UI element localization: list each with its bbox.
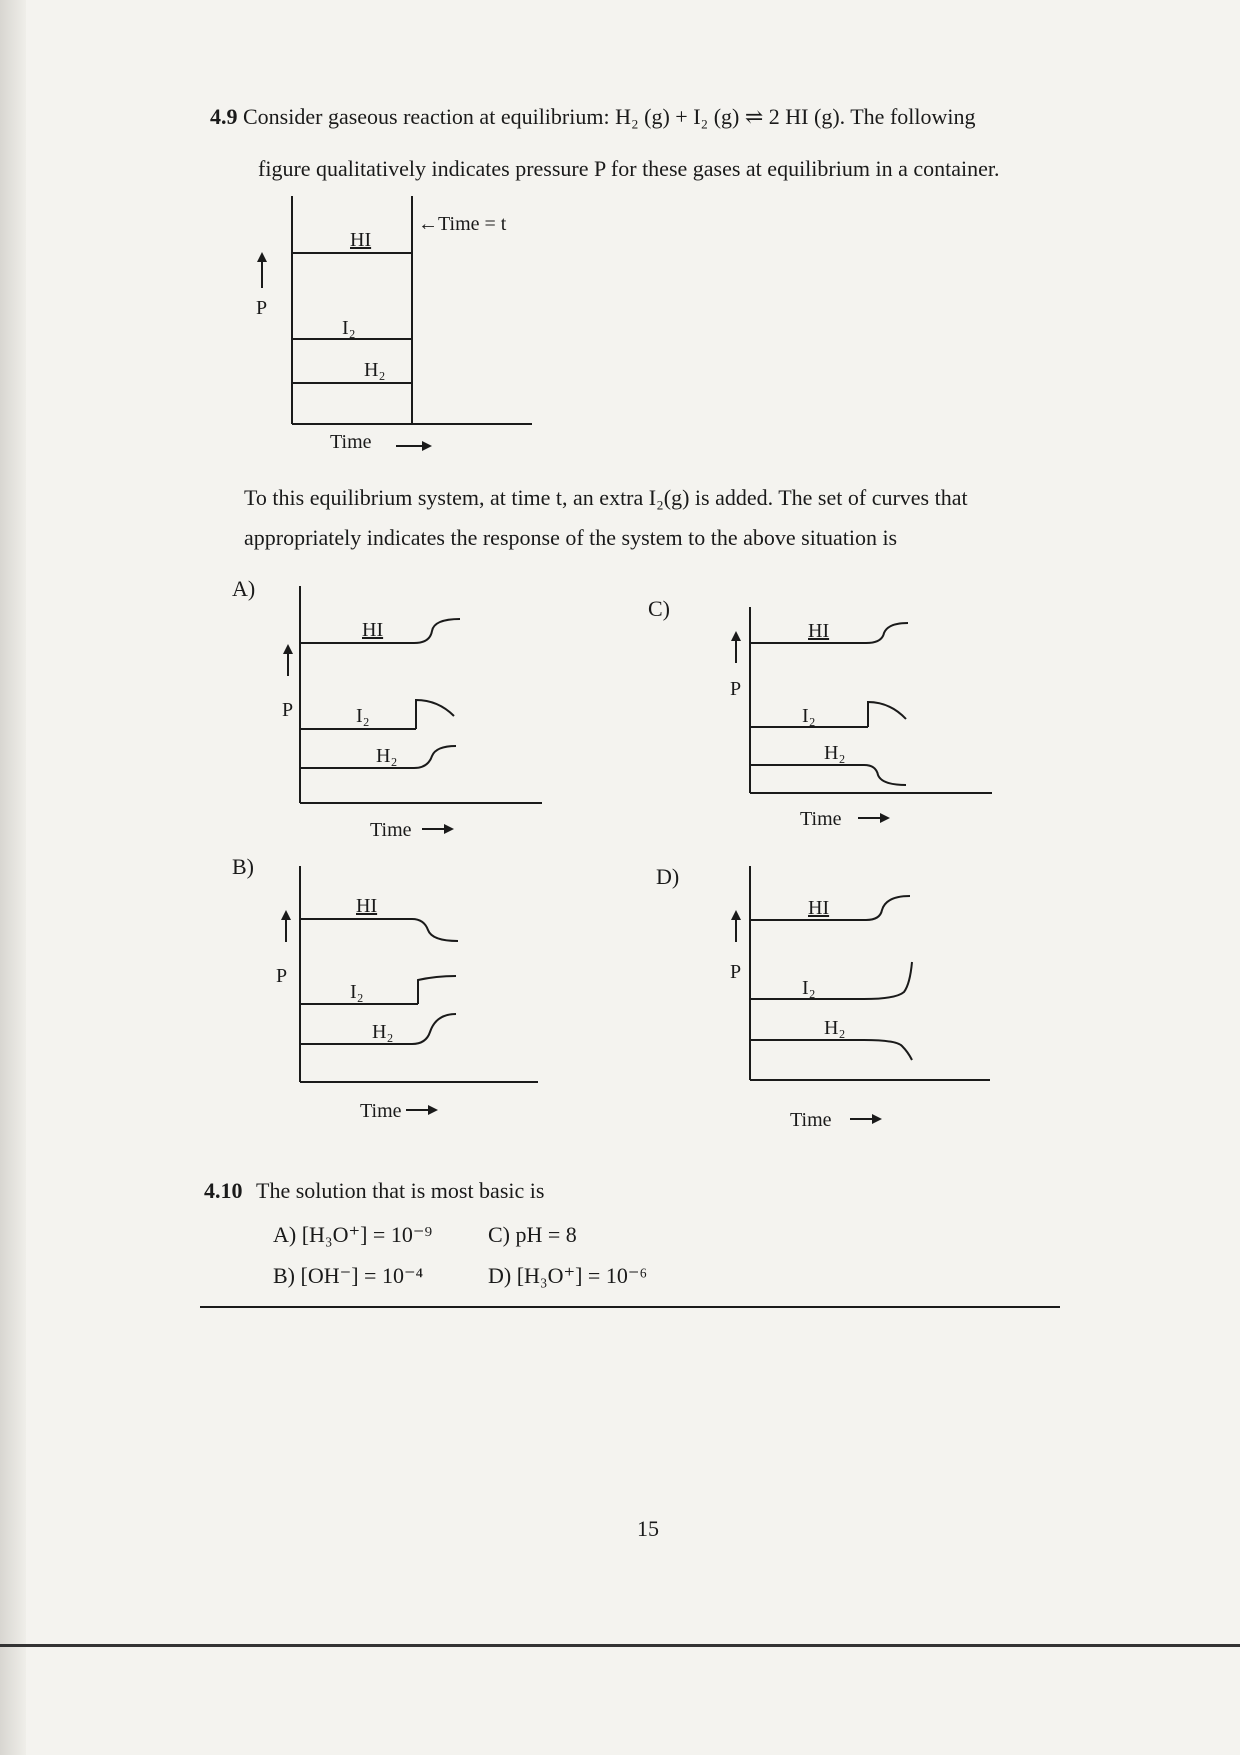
p-arrowhead-icon [731,910,741,920]
bottom-page-edge [0,1644,1240,1647]
answer-text: [H₃O⁺] = 10⁻⁶ [516,1263,648,1288]
answer-b [273,1265,423,1287]
h2-label: H₂ [364,359,386,381]
option-a-graph [266,586,556,846]
h2-curve [414,746,456,768]
i2-label: I₂ [350,981,364,1003]
time-label: Time [790,1109,832,1131]
answer-text: [OH⁻] = 10⁻⁴ [300,1263,424,1288]
time-t-marker: ←Time = t [418,213,507,235]
equilibrium-figure [250,196,550,456]
time-label: Time [330,431,372,453]
hi-label: HI [350,229,372,251]
option-b-label: B) [232,854,254,879]
time-label: Time [800,808,842,830]
time-arrowhead-icon [880,813,890,823]
answer-d [488,1265,647,1287]
i2-label: I₂ [342,317,356,339]
hi-curve [866,623,908,643]
hi-label: HI [356,895,378,917]
section-divider [200,1306,1060,1308]
prompt-line-2: appropriately indicates the response of the system to the above situation is [244,525,898,550]
question-number: 4.9 [210,104,238,129]
time-arrowhead-icon [872,1114,882,1124]
answer-label: A) [273,1222,297,1247]
p-label: P [276,965,288,987]
time-label: Time [360,1100,402,1122]
option-c-graph [716,607,1006,867]
answer-label: B) [273,1263,295,1288]
i2-label: I₂ [802,977,816,999]
h2-label: H₂ [376,745,398,767]
hi-label: HI [808,897,830,919]
question-text: The solution that is most basic is [256,1178,545,1203]
h2-curve [864,1040,912,1060]
answer-text: [H₃O⁺] = 10⁻⁹ [301,1222,433,1247]
hi-curve [414,619,460,643]
option-a-label: A) [232,576,256,601]
option-d-graph [716,866,1016,1131]
question-text: Consider gaseous reaction at equilibrium: H₂ (g) + I₂ (g) ⇌ 2 HI (g). The following [243,104,976,129]
p-arrowhead-icon [257,252,267,262]
i2-label: I₂ [356,705,370,727]
hi-label: HI [808,620,830,642]
time-arrowhead-icon [422,441,432,451]
answer-text: pH = 8 [515,1222,577,1247]
page-edge-shadow [0,0,26,1755]
option-d-label: D) [656,864,680,889]
hi-curve [866,896,910,920]
answer-c [488,1224,577,1246]
p-label: P [730,678,742,700]
h2-curve [864,765,906,785]
i2-curve [418,976,456,1004]
option-b-graph [266,866,556,1126]
i2-curve [868,702,906,727]
time-label: Time [370,819,412,841]
h2-label: H₂ [824,1017,846,1039]
question-number: 4.10 [204,1178,243,1203]
time-arrowhead-icon [428,1105,438,1115]
i2-curve [864,962,912,999]
h2-label: H₂ [372,1021,394,1043]
h2-label: H₂ [824,742,846,764]
p-arrowhead-icon [283,644,293,654]
answer-label: C) [488,1222,510,1247]
i2-curve [416,700,454,729]
p-label: P [256,297,268,319]
h2-curve [412,1014,456,1044]
answer-label: D) [488,1263,512,1288]
p-arrowhead-icon [731,631,741,641]
question-4-10 [204,1180,544,1202]
i2-label: I₂ [802,705,816,727]
page-number: 15 [637,1516,659,1541]
p-label: P [282,699,294,721]
hi-curve [412,919,458,941]
question-4-9-line-1 [210,106,976,128]
p-label: P [730,961,742,983]
answer-a [273,1224,432,1246]
option-c-label: C) [648,596,670,621]
hi-label: HI [362,619,384,641]
prompt-line-1: To this equilibrium system, at time t, an extra I₂(g) is added. The set of curves that [244,485,968,510]
p-arrowhead-icon [281,910,291,920]
time-arrowhead-icon [444,824,454,834]
question-4-9-line-2: figure qualitatively indicates pressure P for these gases at equilibrium in a container. [258,156,1000,181]
